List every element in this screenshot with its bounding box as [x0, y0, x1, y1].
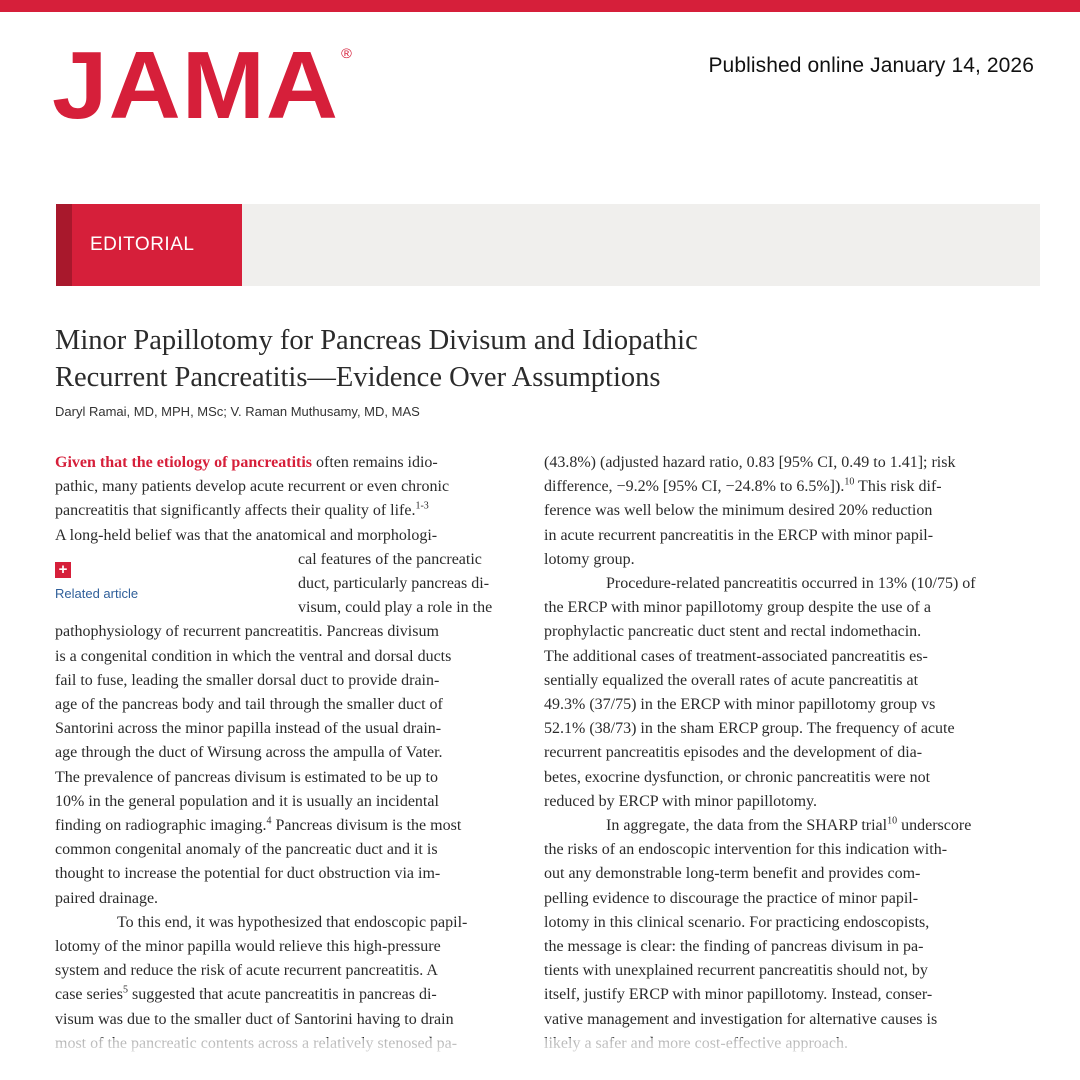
body-line: sentially equalized the overall rates of acute pancreatitis at	[544, 671, 919, 689]
body-line: betes, exocrine dysfunction, or chronic pancreatitis were not	[544, 768, 931, 786]
published-date: Published online January 14, 2026	[708, 54, 1034, 77]
body-line: system and reduce the risk of acute recurrent pancreatitis. A	[55, 962, 438, 980]
body-line: lotomy group.	[544, 550, 635, 568]
journal-logo[interactable]	[52, 32, 353, 139]
body-line: cal features of the pancreatic	[298, 550, 482, 568]
body-line: ference was well below the minimum desired 20% reduction	[544, 502, 933, 520]
body-line: prophylactic pancreatic duct stent and rectal indomethacin.	[544, 623, 922, 641]
body-line: itself, justify ERCP with minor papillotomy. Instead, conser-	[544, 986, 933, 1004]
body-line: 10% in the general population and it is usually an incidental	[55, 792, 439, 810]
body-line: out any demonstrable long-term benefit and provides com-	[544, 865, 921, 883]
body-line: Procedure-related pancreatitis occurred in 13% (10/75) of	[606, 575, 976, 593]
body-line: recurrent pancreatitis episodes and the development of dia-	[544, 744, 923, 762]
body-line: The prevalence of pancreas divisum is estimated to be up to	[55, 768, 438, 786]
registered-mark: ®	[341, 45, 353, 61]
body-line: pathophysiology of recurrent pancreatitis. Pancreas divisum	[55, 623, 439, 641]
author-list: Daryl Ramai, MD, MPH, MSc; V. Raman Muthusamy, MD, MAS	[55, 404, 420, 419]
body-line: age of the pancreas body and tail through the smaller duct of	[55, 696, 443, 714]
body-line: lotomy in this clinical scenario. For practicing endoscopists,	[544, 913, 930, 931]
citation-ref[interactable]: 1-3	[415, 501, 429, 513]
citation-ref[interactable]: 10	[844, 476, 855, 488]
body-line: pathic, many patients develop acute recurrent or even chronic	[55, 478, 450, 496]
section-label: EDITORIAL	[72, 204, 242, 286]
body-line: tients with unexplained recurrent pancreatitis should not, by	[544, 962, 928, 980]
body-line: lotomy of the minor papilla would relieve this high-pressure	[55, 938, 441, 956]
body-line: the risks of an endoscopic intervention for this indication with-	[544, 841, 948, 859]
body-line: the ERCP with minor papillotomy group despite the use of a	[544, 599, 931, 617]
top-accent-bar	[0, 0, 1080, 12]
body-line: pelling evidence to discourage the practice of minor papil-	[544, 889, 919, 907]
logo-text: JAMA	[52, 32, 340, 139]
bottom-fade	[0, 1038, 1080, 1080]
body-line: (43.8%) (adjusted hazard ratio, 0.83 [95% CI, 0.49 to 1.41]; risk	[544, 454, 956, 471]
body-line: In aggregate, the data from the SHARP trial$^{10}$ underscore	[606, 815, 972, 835]
related-article-label[interactable]: Related article	[55, 586, 139, 601]
body-line: 49.3% (37/75) in the ERCP with minor papillotomy group vs	[544, 696, 936, 714]
body-line: To this end, it was hypothesized that endoscopic papil-	[117, 913, 468, 931]
body-column-left	[55, 451, 520, 1056]
body-line: difference, −9.2% [95% CI, −24.8% to 6.5%]).$^{10}$ This risk dif-	[544, 476, 942, 496]
body-line: finding on radiographic imaging.$^4$ Pancreas divisum is the most	[55, 815, 462, 835]
body-line: the message is clear: the finding of pancreas divisum in pa-	[544, 938, 924, 956]
title-line: Recurrent Pancreatitis—Evidence Over Assumptions	[55, 362, 661, 393]
body-line: visum was due to the smaller duct of Santorini having to drain	[55, 1010, 454, 1028]
body-line: vative management and investigation for alternative causes is	[544, 1010, 938, 1028]
body-line: thought to increase the potential for duct obstruction via im-	[55, 865, 441, 883]
article-title	[55, 322, 955, 396]
body-line: paired drainage.	[55, 889, 159, 907]
body-line: pancreatitis that significantly affects their quality of life.$^{1-3}$	[55, 501, 429, 520]
body-line: Santorini across the minor papilla instead of the usual drain-	[55, 720, 442, 738]
body-line: duct, particularly pancreas di-	[298, 575, 490, 593]
lead-in-text: Given that the etiology of pancreatitis	[55, 454, 313, 471]
section-band-edge	[56, 204, 72, 286]
body-line: 52.1% (38/73) in the sham ERCP group. The frequency of acute	[544, 720, 955, 738]
citation-ref[interactable]: 4	[266, 815, 272, 827]
body-line: The additional cases of treatment-associated pancreatitis es-	[544, 647, 928, 665]
body-line: in acute recurrent pancreatitis in the ERCP with minor papil-	[544, 526, 934, 544]
body-line: case series$^5$ suggested that acute pancreatitis in pancreas di-	[55, 985, 437, 1004]
body-line: reduced by ERCP with minor papillotomy.	[544, 792, 818, 810]
body-line: fail to fuse, leading the smaller dorsal duct to provide drain-	[55, 671, 440, 689]
body-line: common congenital anomaly of the pancreatic duct and it is	[55, 841, 438, 859]
body-line: visum, could play a role in the	[298, 599, 493, 617]
body-line: age through the duct of Wirsung across the ampulla of Vater.	[55, 744, 443, 762]
body-line: Given that the etiology of pancreatitis often remains idio-	[55, 454, 438, 471]
plus-icon[interactable]: +	[55, 562, 71, 578]
citation-ref[interactable]: 10	[887, 815, 898, 827]
citation-ref[interactable]: 5	[122, 985, 128, 997]
body-line: A long-held belief was that the anatomical and morphologi-	[55, 526, 438, 544]
body-line: is a congenital condition in which the ventral and dorsal ducts	[55, 647, 452, 665]
body-column-right	[544, 451, 1010, 1056]
title-line: Minor Papillotomy for Pancreas Divisum and Idiopathic	[55, 325, 698, 356]
